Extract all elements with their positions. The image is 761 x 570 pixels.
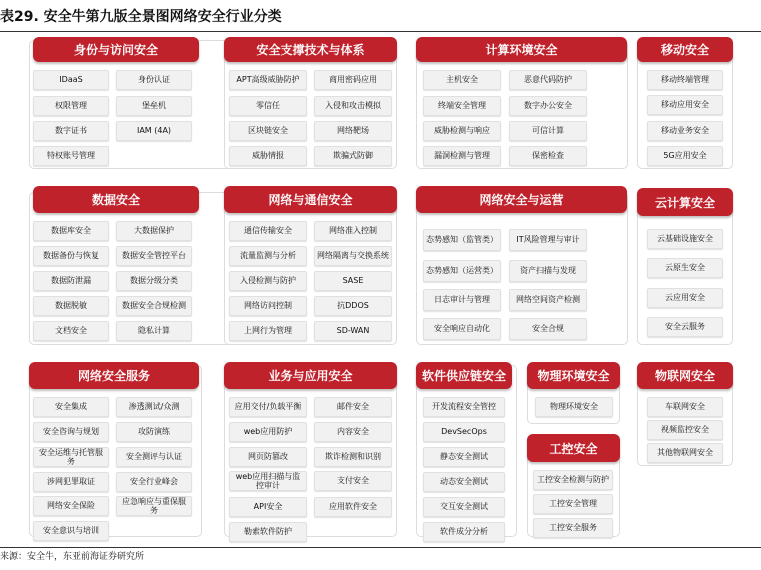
figure-title: 表29. 安全牛第九版全景图网络安全行业分类 — [0, 9, 282, 25]
category-cell: 渗透测试/众测 — [116, 397, 192, 417]
category-cell: 权限管理 — [33, 96, 109, 116]
category-cell: 漏洞检测与管理 — [423, 146, 501, 166]
category-cell: 攻防演练 — [116, 422, 192, 442]
category-cell: IDaaS — [33, 70, 109, 90]
panel-12-header: 物理环境安全 — [527, 362, 620, 389]
category-cell: 通信传输安全 — [229, 221, 307, 241]
category-cell: 内容安全 — [314, 422, 392, 442]
category-cell: 流量监测与分析 — [229, 246, 307, 266]
category-cell: 主机安全 — [423, 70, 501, 90]
category-cell: 安全行业峰会 — [116, 472, 192, 492]
panel-5-header: 数据安全 — [33, 186, 199, 213]
category-cell: 移动业务安全 — [647, 121, 723, 141]
category-cell: 网络访问控制 — [229, 296, 307, 316]
panel-1-header: 身份与访问安全 — [33, 37, 199, 62]
category-cell: 应急响应与重保服务 — [116, 496, 192, 516]
category-cell: 数据备份与恢复 — [33, 246, 109, 266]
panel-3-header: 计算环境安全 — [416, 37, 627, 62]
category-cell: 特权账号管理 — [33, 146, 109, 166]
category-cell: 物理环境安全 — [535, 397, 613, 417]
category-cell: 保密检查 — [509, 146, 587, 166]
category-cell: 零信任 — [229, 96, 307, 116]
category-cell: 数字证书 — [33, 121, 109, 141]
category-cell: 动态安全测试 — [423, 472, 505, 492]
category-cell: 堡垒机 — [116, 96, 192, 116]
category-cell: 云应用安全 — [647, 288, 723, 308]
category-cell: 数据防泄漏 — [33, 271, 109, 291]
category-cell: 终端安全管理 — [423, 96, 501, 116]
panel-8-header: 云计算安全 — [637, 188, 733, 216]
category-cell: 恶意代码防护 — [509, 70, 587, 90]
panel-11-header: 软件供应链安全 — [416, 362, 512, 389]
panel-2-header: 安全支撑技术与体系 — [224, 37, 397, 62]
category-cell: web应用防护 — [229, 422, 307, 442]
category-cell: 网络靶场 — [314, 121, 392, 141]
category-cell: 支付安全 — [314, 471, 392, 491]
category-cell: IAM (4A) — [116, 121, 192, 141]
category-cell: 软件成分分析 — [423, 522, 505, 542]
panel-4-header: 移动安全 — [637, 37, 733, 62]
category-cell: SASE — [314, 271, 392, 291]
category-cell: 区块链安全 — [229, 121, 307, 141]
category-cell: 安全响应自动化 — [423, 318, 501, 340]
category-cell: 车联网安全 — [647, 397, 723, 417]
panel-9-header: 网络安全服务 — [29, 362, 199, 389]
source-note: 来源：安全牛，东亚前海证券研究所 — [0, 552, 145, 562]
category-cell: 可信计算 — [509, 121, 587, 141]
category-cell: DevSecOps — [423, 422, 505, 442]
category-cell: 工控安全管理 — [533, 494, 613, 514]
category-cell: 资产扫描与发现 — [509, 260, 587, 282]
category-cell: 静态安全测试 — [423, 447, 505, 467]
category-cell: 安全云服务 — [647, 317, 723, 337]
category-cell: 隐私计算 — [116, 321, 192, 341]
category-cell: 网络安全保险 — [33, 496, 109, 516]
category-cell: 威胁检测与响应 — [423, 121, 501, 141]
category-cell: IT风险管理与审计 — [509, 229, 587, 251]
category-cell: 态势感知（监管类） — [423, 229, 501, 251]
category-cell: web应用扫描与监控审计 — [229, 471, 307, 491]
category-cell: 网络空间资产检测 — [509, 289, 587, 311]
category-cell: 交互安全测试 — [423, 497, 505, 517]
category-cell: 数据安全合规检测 — [116, 296, 192, 316]
panel-7-header: 网络安全与运营 — [416, 186, 627, 213]
category-cell: 态势感知（运营类） — [423, 260, 501, 282]
category-cell: 勒索软件防护 — [229, 522, 307, 542]
category-cell: 大数据保护 — [116, 221, 192, 241]
panel-10-header: 业务与应用安全 — [224, 362, 397, 389]
category-cell: 数字办公安全 — [509, 96, 587, 116]
category-cell: 安全运维与托管服务 — [33, 447, 109, 467]
category-cell: 网络隔离与交换系统 — [314, 246, 392, 266]
top-rule — [0, 31, 761, 32]
panel-13-header: 物联网安全 — [637, 362, 733, 389]
category-cell: 网络准入控制 — [314, 221, 392, 241]
category-cell: 安全意识与培训 — [33, 521, 109, 541]
category-cell: 网页防篡改 — [229, 447, 307, 467]
category-cell: 数据安全管控平台 — [116, 246, 192, 266]
category-cell: 安全集成 — [33, 397, 109, 417]
category-cell: 身份认证 — [116, 70, 192, 90]
category-cell: 应用软件安全 — [314, 497, 392, 517]
category-cell: 邮件安全 — [314, 397, 392, 417]
category-cell: 开发流程安全管控 — [423, 397, 505, 417]
category-cell: 工控安全服务 — [533, 518, 613, 538]
panel-6-header: 网络与通信安全 — [224, 186, 397, 213]
category-cell: 视频监控安全 — [647, 420, 723, 440]
category-cell: 数据脱敏 — [33, 296, 109, 316]
category-cell: 入侵检测与防护 — [229, 271, 307, 291]
category-cell: 上网行为管理 — [229, 321, 307, 341]
category-cell: 云基础设施安全 — [647, 229, 723, 249]
category-cell: 数据分级分类 — [116, 271, 192, 291]
category-cell: 入侵和攻击模拟 — [314, 96, 392, 116]
category-cell: 工控安全检测与防护 — [533, 470, 613, 490]
category-cell: API安全 — [229, 497, 307, 517]
category-cell: 其他物联网安全 — [647, 443, 723, 463]
category-cell: 日志审计与管理 — [423, 289, 501, 311]
category-cell: 威胁情报 — [229, 146, 307, 166]
category-cell: 数据库安全 — [33, 221, 109, 241]
category-cell: 5G应用安全 — [647, 146, 723, 166]
category-cell: 移动终端管理 — [647, 70, 723, 90]
category-cell: 商用密码应用 — [314, 70, 392, 90]
category-cell: 文档安全 — [33, 321, 109, 341]
category-cell: 安全合规 — [509, 318, 587, 340]
category-cell: 云原生安全 — [647, 258, 723, 278]
category-cell: SD-WAN — [314, 321, 392, 341]
category-cell: 抗DDOS — [314, 296, 392, 316]
category-cell: APT高级威胁防护 — [229, 70, 307, 90]
panel-14-header: 工控安全 — [527, 434, 620, 462]
category-cell: 欺骗式防御 — [314, 146, 392, 166]
category-cell: 安全测评与认证 — [116, 447, 192, 467]
category-cell: 涉网犯罪取证 — [33, 472, 109, 492]
bottom-rule — [0, 547, 761, 548]
category-cell: 移动应用安全 — [647, 95, 723, 115]
category-cell: 应用交付/负载平衡 — [229, 397, 307, 417]
category-cell: 欺诈检测和识别 — [314, 447, 392, 467]
category-cell: 安全咨询与规划 — [33, 422, 109, 442]
